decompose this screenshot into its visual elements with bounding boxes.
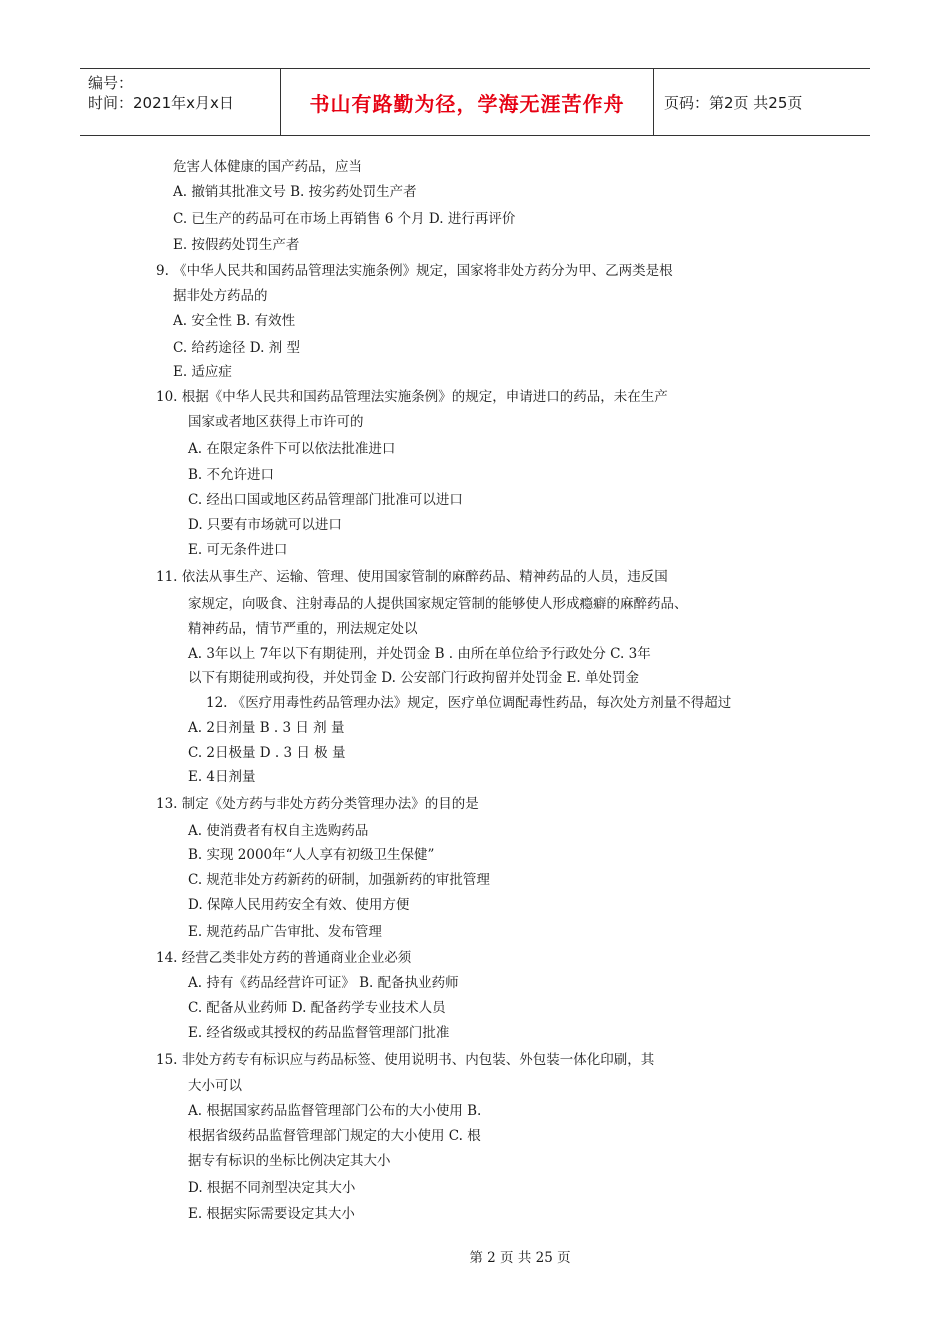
text-line: E. 规范药品广告审批、发布管理 <box>188 924 382 940</box>
text-line: E. 经省级或其授权的药品监督管理部门批准 <box>188 1025 450 1041</box>
text-line: 据非处方药品的 <box>173 288 268 304</box>
text-line: C. 2日极量 D . 3 日 极 量 <box>188 745 346 761</box>
text-line: A. 根据国家药品监督管理部门公布的大小使用 B. <box>188 1103 482 1119</box>
text-line: A. 持有《药品经营许可证》 B. 配备执业药师 <box>188 975 459 991</box>
header-page-label: 页码：第2页 共25页 <box>664 93 803 112</box>
text-line: 精神药品，情节严重的，刑法规定处以 <box>188 621 418 637</box>
text-line: E. 根据实际需要设定其大小 <box>188 1206 355 1222</box>
text-line: 13. 制定《处方药与非处方药分类管理办法》的目的是 <box>156 796 479 812</box>
text-line: E. 4日剂量 <box>188 769 256 785</box>
text-line: E. 适应症 <box>173 364 232 380</box>
text-line: A. 2日剂量 B . 3 日 剂 量 <box>188 720 345 736</box>
text-line: A. 使消费者有权自主选购药品 <box>188 823 369 839</box>
text-line: C. 经出口国或地区药品管理部门批准可以进口 <box>188 492 463 508</box>
text-line: C. 给药途径 D. 剂 型 <box>173 340 300 356</box>
text-line: 11. 依法从事生产、运输、管理、使用国家管制的麻醉药品、精神药品的人员，违反国 <box>156 569 668 585</box>
text-line: 国家或者地区获得上市许可的 <box>188 414 364 430</box>
text-line: C. 已生产的药品可在市场上再销售 6 个月 D. 进行再评价 <box>173 211 516 227</box>
text-line: 根据省级药品监督管理部门规定的大小使用 C. 根 <box>188 1128 481 1144</box>
text-line: E. 可无条件进口 <box>188 542 288 558</box>
text-line: D. 只要有市场就可以进口 <box>188 517 342 533</box>
text-line: 14. 经营乙类非处方药的普通商业企业必须 <box>156 950 412 966</box>
text-line: E. 按假药处罚生产者 <box>173 237 300 253</box>
text-line: A. 3年以上 7年以下有期徒刑，并处罚金 B . 由所在单位给予行政处分 C. 3年 <box>188 646 651 662</box>
text-line: 10. 根据《中华人民共和国药品管理法实施条例》的规定，申请进口的药品，未在生产 <box>156 389 668 405</box>
text-line: B. 不允许进口 <box>188 467 275 483</box>
text-line: A. 安全性 B. 有效性 <box>173 313 296 329</box>
text-line: 危害人体健康的国产药品，应当 <box>173 159 362 175</box>
text-line: C. 配备从业药师 D. 配备药学专业技术人员 <box>188 1000 446 1016</box>
text-line: B. 实现 2000年“人人享有初级卫生保健” <box>188 847 435 863</box>
time-label: 时间：2021年x月x日 <box>88 94 234 112</box>
header-motto: 书山有路勤为径，学海无涯苦作舟 <box>280 69 654 135</box>
text-line: 据专有标识的坐标比例决定其大小 <box>188 1153 391 1169</box>
text-line: 以下有期徒刑或拘役，并处罚金 D. 公安部门行政拘留并处罚金 E. 单处罚金 <box>188 670 639 686</box>
text-line: 家规定，向吸食、注射毒品的人提供国家规定管制的能够使人形成瘾癖的麻醉药品、 <box>188 596 688 612</box>
text-line: A. 撤销其批准文号 B. 按劣药处罚生产者 <box>173 184 417 200</box>
text-line: D. 根据不同剂型决定其大小 <box>188 1180 356 1196</box>
text-line: 15. 非处方药专有标识应与药品标签、使用说明书、内包装、外包装一体化印刷，其 <box>156 1052 655 1068</box>
page-footer: 第 2 页 共 25 页 <box>469 1250 571 1266</box>
text-line: A. 在限定条件下可以依法批准进口 <box>188 441 396 457</box>
text-line: C. 规范非处方药新药的研制，加强新药的审批管理 <box>188 872 490 888</box>
text-line: 大小可以 <box>188 1078 242 1094</box>
text-line: 12. 《医疗用毒性药品管理办法》规定，医疗单位调配毒性药品，每次处方剂量不得超过 <box>206 695 732 711</box>
code-label: 编号： <box>88 74 134 92</box>
text-line: 9. 《中华人民共和国药品管理法实施条例》规定，国家将非处方药分为甲、乙两类是根 <box>156 263 673 279</box>
text-line: D. 保障人民用药安全有效、使用方便 <box>188 897 410 913</box>
